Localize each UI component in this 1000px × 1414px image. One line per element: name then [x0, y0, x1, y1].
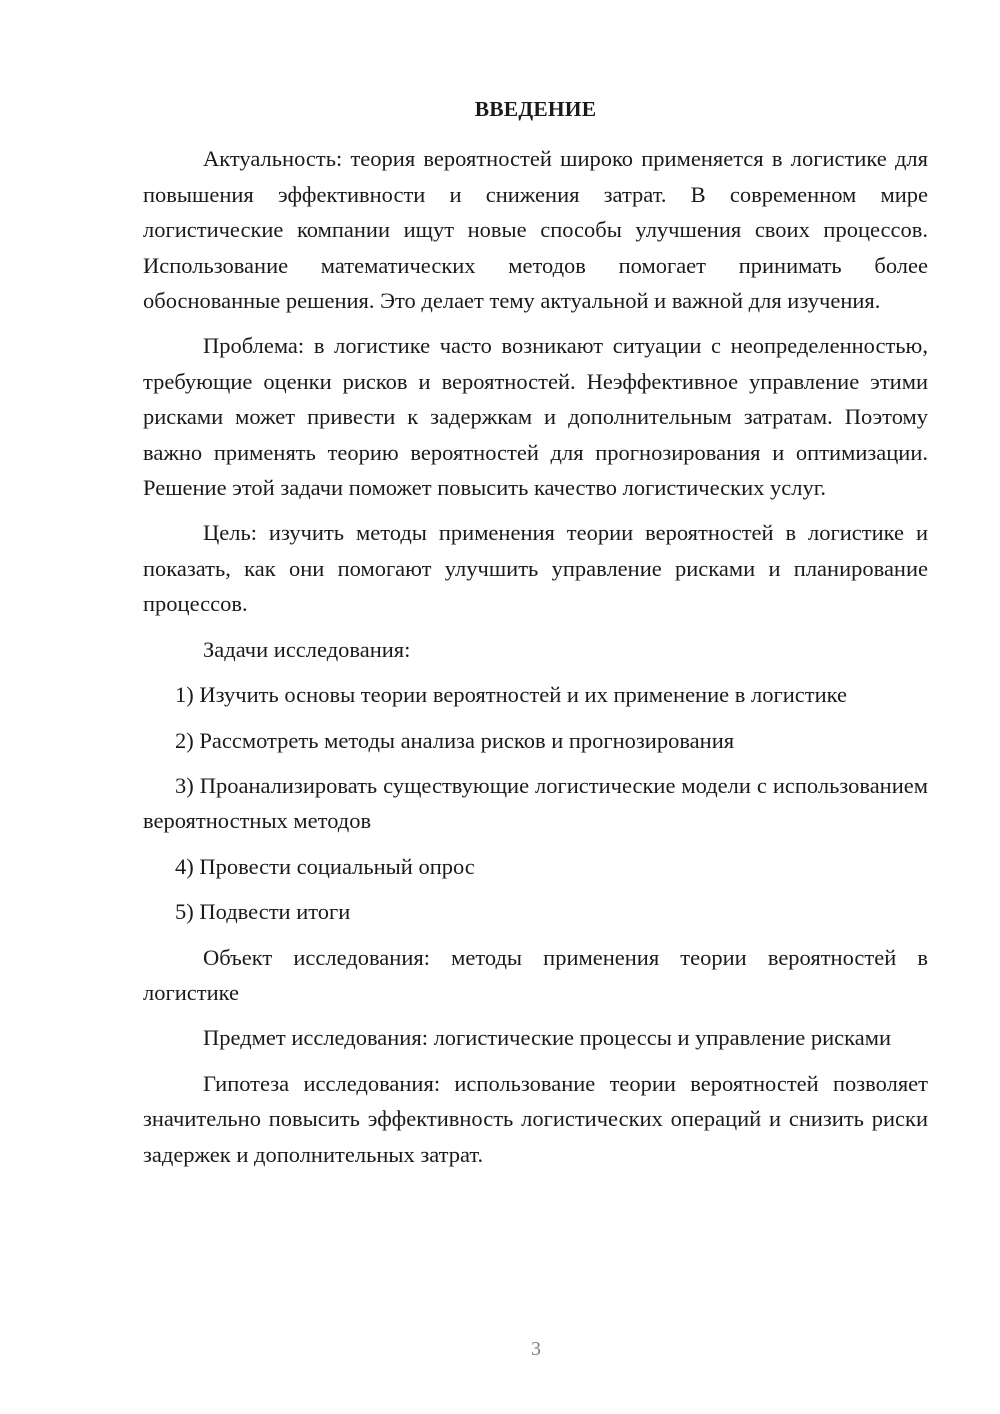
page-number: 3: [531, 1338, 541, 1360]
paragraph-goal: Цель: изучить методы применения теории вероятностей в логистике и показать, как они помогают улучшить управление рисками и планирование процессов.: [143, 520, 928, 617]
task-item-3: 3) Проанализировать существующие логистические модели с использованием вероятностных методов: [143, 772, 928, 834]
task-item-1: 1) Изучить основы теории вероятностей и их применение в логистике: [175, 682, 847, 708]
task-item-2: 2) Рассмотреть методы анализа рисков и прогнозирования: [175, 727, 735, 753]
paragraph-hypothesis: Гипотеза исследования: использование теории вероятностей позволяет значительно повысить эффективность логистических операций и снизить риски задержек и дополнительных затрат.: [143, 1070, 928, 1167]
paragraph-relevance: Актуальность: теория вероятностей широко применяется в логистике для повышения эффективности и снижения затрат. В современном мире логистические компании ищут новые способы улучшения своих процессов. Использование математических методов помогает принимать более обоснованные решения. Это делает тему актуальной и важной для изучения.: [143, 146, 928, 314]
paragraph-problem: Проблема: в логистике часто возникают ситуации с неопределенностью, требующие оценки рисков и вероятностей. Неэффективное управление этими рисками может привести к задержкам и дополнительным затратам. Поэтому важно применять теорию вероятностей для прогнозирования и оптимизации. Решение этой задачи поможет повысить качество логистических услуг.: [143, 333, 928, 501]
paragraph-object: Объект исследования: методы применения теории вероятностей в логистике: [143, 944, 928, 1005]
paragraph-subject: Предмет исследования: логистические процессы и управление рисками: [203, 1025, 892, 1051]
document-body: [143, 92, 928, 1182]
task-item-4: 4) Провести социальный опрос: [175, 853, 475, 879]
task-item-5: 5) Подвести итоги: [175, 899, 351, 925]
section-title: ВВЕДЕНИЕ: [474, 97, 597, 121]
tasks-heading: Задачи исследования:: [203, 636, 411, 662]
